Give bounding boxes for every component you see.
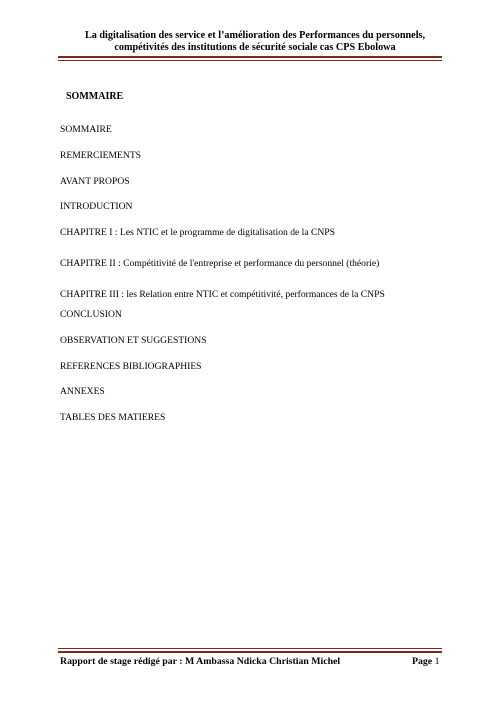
toc-item-sommaire: SOMMAIRE	[60, 124, 112, 135]
page-number: 1	[434, 656, 440, 667]
page-label: Page	[412, 656, 433, 667]
toc-item-introduction: INTRODUCTION	[60, 201, 133, 212]
footer-author: Rapport de stage rédigé par : M Ambassa Ndicka Christian Michel	[60, 656, 341, 667]
toc-item-tables: TABLES DES MATIERES	[60, 412, 166, 423]
toc-item-remerciements: REMERCIEMENTS	[60, 150, 142, 161]
toc-item-avant-propos: AVANT PROPOS	[60, 176, 130, 187]
toc-item-chapitre-1: CHAPITRE I : Les NTIC et le programme de digitalisation de la CNPS	[60, 227, 335, 238]
document-title-line-1: La digitalisation des service et l’amélioration des Performances du personnels,	[84, 30, 426, 41]
header-rule-thick	[58, 56, 442, 58]
toc-item-annexes: ANNEXES	[60, 386, 105, 397]
toc-item-chapitre-3: CHAPITRE III : les Relation entre NTIC et compétitivité, performances de la CNPS	[60, 289, 385, 300]
header-rule-thin	[58, 60, 442, 61]
toc-item-conclusion: CONCLUSION	[60, 309, 122, 320]
toc-item-references: REFERENCES BIBLIOGRAPHIES	[60, 361, 202, 372]
footer-page-number	[412, 656, 440, 667]
toc-item-chapitre-2: CHAPITRE II : Compétitivité de l'entreprise et performance du personnel (théorie)	[60, 258, 380, 269]
document-title	[60, 30, 450, 54]
toc-item-observation: OBSERVATION ET SUGGESTIONS	[60, 335, 207, 346]
footer-rule-thin	[58, 648, 442, 649]
document-title-line-2: compétivités des institutions de sécurité sociale cas CPS Ebolowa	[114, 42, 396, 53]
summary-heading: SOMMAIRE	[66, 91, 124, 102]
footer-rule-thick	[58, 651, 442, 653]
